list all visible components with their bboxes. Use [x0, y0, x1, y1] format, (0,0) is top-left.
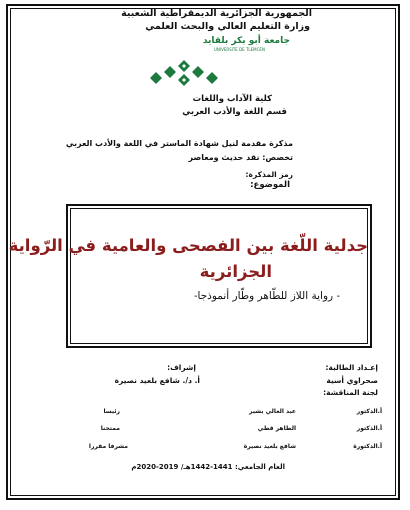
- subject-label: الموضوع:: [250, 180, 290, 190]
- committee-label: لجنة المناقشة:: [323, 388, 378, 397]
- committee-rank-3: أ.الدكتورة: [353, 443, 382, 450]
- committee-name-2: الطاهر قطي: [257, 425, 296, 432]
- republic-heading: الجمهورية الجزائرية الديمقراطية الشعبية: [121, 8, 312, 19]
- committee-role-3: مشرفا مقررا: [88, 443, 128, 450]
- university-logo-graphic: [150, 58, 218, 92]
- memo-specialty: تخصص: نقد حديث ومعاصر: [188, 153, 293, 162]
- university-name-en: UNIVERSITE DE TLEMCEN: [214, 47, 265, 52]
- department-name: قسم اللغة والأدب العربي: [182, 107, 287, 117]
- faculty-name: كلية الآداب واللغات: [192, 94, 272, 104]
- supervisor-label: إشراف:: [167, 363, 196, 372]
- university-name-ar: جامعة أبو بكر بلقايد: [202, 36, 290, 46]
- committee-rank-1: أ.الدكتور: [356, 408, 382, 415]
- committee-name-1: عبد العالي بشير: [248, 408, 296, 415]
- committee-role-2: ممتحنا: [100, 425, 120, 432]
- committee-name-3: شافع بلعيد نصيرة: [243, 443, 296, 450]
- prepared-by-label: إعـداد الطالبة:: [325, 363, 378, 372]
- thesis-title-line2: الجزائرية: [199, 262, 272, 281]
- thesis-subtitle-novel: - رواية اللاز للطّاهر وطّار أنموذجا-: [193, 290, 340, 302]
- university-logo-icon: [150, 58, 218, 92]
- ministry-heading: وزارة التعليم العالي والبحث العلمي: [145, 21, 310, 32]
- academic-year: العام الجامعي: 1441-1442هـ/ 2019-2020م: [131, 463, 285, 471]
- committee-rank-2: أ.الدكتور: [356, 425, 382, 432]
- student-name: صحراوي أسية: [326, 376, 378, 385]
- memo-code-label: رمز المذكرة:: [245, 170, 293, 179]
- supervisor-name: أ. د/. شافع بلعيد نصيرة: [114, 376, 200, 385]
- memo-purpose: مذكرة مقدمة لنيل شهادة الماستر في اللغة والأدب العربي: [65, 139, 293, 148]
- thesis-title-line1: جدلية اللّغة بين الفصحى والعامية في الرّواية: [8, 236, 368, 255]
- committee-role-1: رئيسا: [103, 408, 120, 415]
